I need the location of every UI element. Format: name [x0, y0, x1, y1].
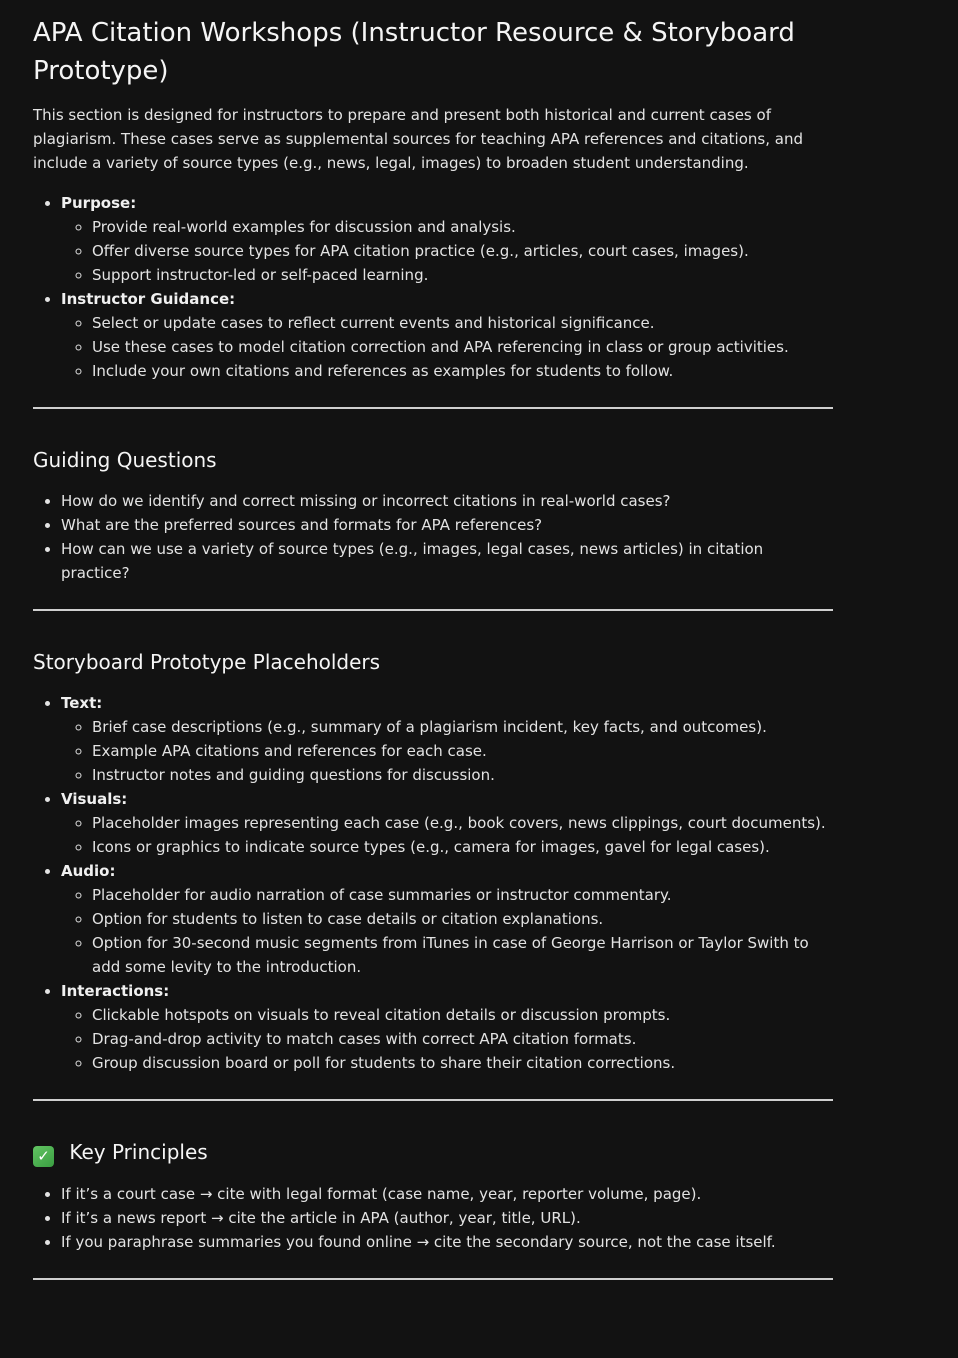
check-mark-icon: ✓ — [33, 1146, 54, 1167]
list-item: • If it’s a news report → cite the article in APA (author, year, title, URL). — [61, 1206, 833, 1230]
list-item: • What are the preferred sources and formats for APA references? — [61, 513, 833, 537]
guiding-questions-list — [33, 489, 833, 585]
list-item: ◦ Support instructor-led or self-paced learning. — [92, 263, 833, 287]
list-item: • How can we use a variety of source types (e.g., images, legal cases, news articles) in citation practice? — [61, 537, 833, 585]
group-label: Purpose: — [61, 194, 137, 212]
list-item: ◦ Provide real-world examples for discussion and analysis. — [92, 215, 833, 239]
list-item: ◦ Option for students to listen to case details or citation explanations. — [92, 907, 833, 931]
document — [33, 0, 833, 1287]
list-item: • If it’s a court case → cite with legal format (case name, year, reporter volume, page). — [61, 1182, 833, 1206]
list-group-text — [61, 691, 833, 787]
list-item: ◦ Placeholder for audio narration of case summaries or instructor commentary. — [92, 883, 833, 907]
list-item: • If you paraphrase summaries you found online → cite the secondary source, not the case itself. — [61, 1230, 833, 1254]
section-divider — [33, 407, 833, 409]
sublist-visuals — [61, 811, 833, 859]
list-item: • How do we identify and correct missing or incorrect citations in real-world cases? — [61, 489, 833, 513]
list-group-instructor-guidance — [61, 287, 833, 383]
list-item: ◦ Instructor notes and guiding questions for discussion. — [92, 763, 833, 787]
list-item: ◦ Drag-and-drop activity to match cases with correct APA citation formats. — [92, 1027, 833, 1051]
intro-paragraph: This section is designed for instructors to prepare and present both historical and current cases of plagiarism. These cases serve as supplemental sources for teaching APA references and citations, and include a variety of source types (e.g., news, legal, images) to broaden student understanding. — [33, 106, 803, 172]
list-item: ◦ Example APA citations and references for each case. — [92, 739, 833, 763]
section-divider — [33, 1099, 833, 1101]
list-group-visuals — [61, 787, 833, 859]
list-item: ◦ Group discussion board or poll for students to share their citation corrections. — [92, 1051, 833, 1075]
section-heading-storyboard: Storyboard Prototype Placeholders — [33, 650, 381, 674]
group-label: Instructor Guidance: — [61, 290, 236, 308]
storyboard-list — [33, 691, 833, 1075]
page-title: APA Citation Workshops (Instructor Resource & Storyboard Prototype) — [33, 18, 795, 86]
section-heading-key-principles — [33, 1139, 833, 1167]
section-divider — [33, 609, 833, 611]
group-label: Visuals: — [61, 790, 128, 808]
sublist-interactions — [61, 1003, 833, 1075]
group-label: Audio: — [61, 862, 116, 880]
list-group-interactions — [61, 979, 833, 1075]
group-label: Text: — [61, 694, 103, 712]
list-item: ◦ Select or update cases to reflect current events and historical significance. — [92, 311, 833, 335]
list-item: ◦ Use these cases to model citation correction and APA referencing in class or group activities. — [92, 335, 833, 359]
list-item: ◦ Icons or graphics to indicate source types (e.g., camera for images, gavel for legal cases). — [92, 835, 833, 859]
list-item: ◦ Clickable hotspots on visuals to reveal citation details or discussion prompts. — [92, 1003, 833, 1027]
key-principles-list — [33, 1182, 833, 1254]
overview-list — [33, 191, 833, 383]
list-item: ◦ Brief case descriptions (e.g., summary of a plagiarism incident, key facts, and outcomes). — [92, 715, 833, 739]
section-heading-guiding-questions: Guiding Questions — [33, 448, 217, 472]
list-item: ◦ Placeholder images representing each case (e.g., book covers, news clippings, court documents). — [92, 811, 833, 835]
group-label: Interactions: — [61, 982, 170, 1000]
section-heading-label: Key Principles — [69, 1140, 208, 1164]
list-group-purpose — [61, 191, 833, 287]
sublist-instructor-guidance — [61, 311, 833, 383]
sublist-audio — [61, 883, 833, 979]
list-item: ◦ Offer diverse source types for APA citation practice (e.g., articles, court cases, images). — [92, 239, 833, 263]
sublist-text — [61, 715, 833, 787]
list-item: ◦ Include your own citations and references as examples for students to follow. — [92, 359, 833, 383]
list-item: ◦ Option for 30-second music segments from iTunes in case of George Harrison or Taylor Swith to add some levity to the introduction. — [92, 931, 833, 979]
list-group-audio — [61, 859, 833, 979]
section-divider — [33, 1278, 833, 1280]
sublist-purpose — [61, 215, 833, 287]
